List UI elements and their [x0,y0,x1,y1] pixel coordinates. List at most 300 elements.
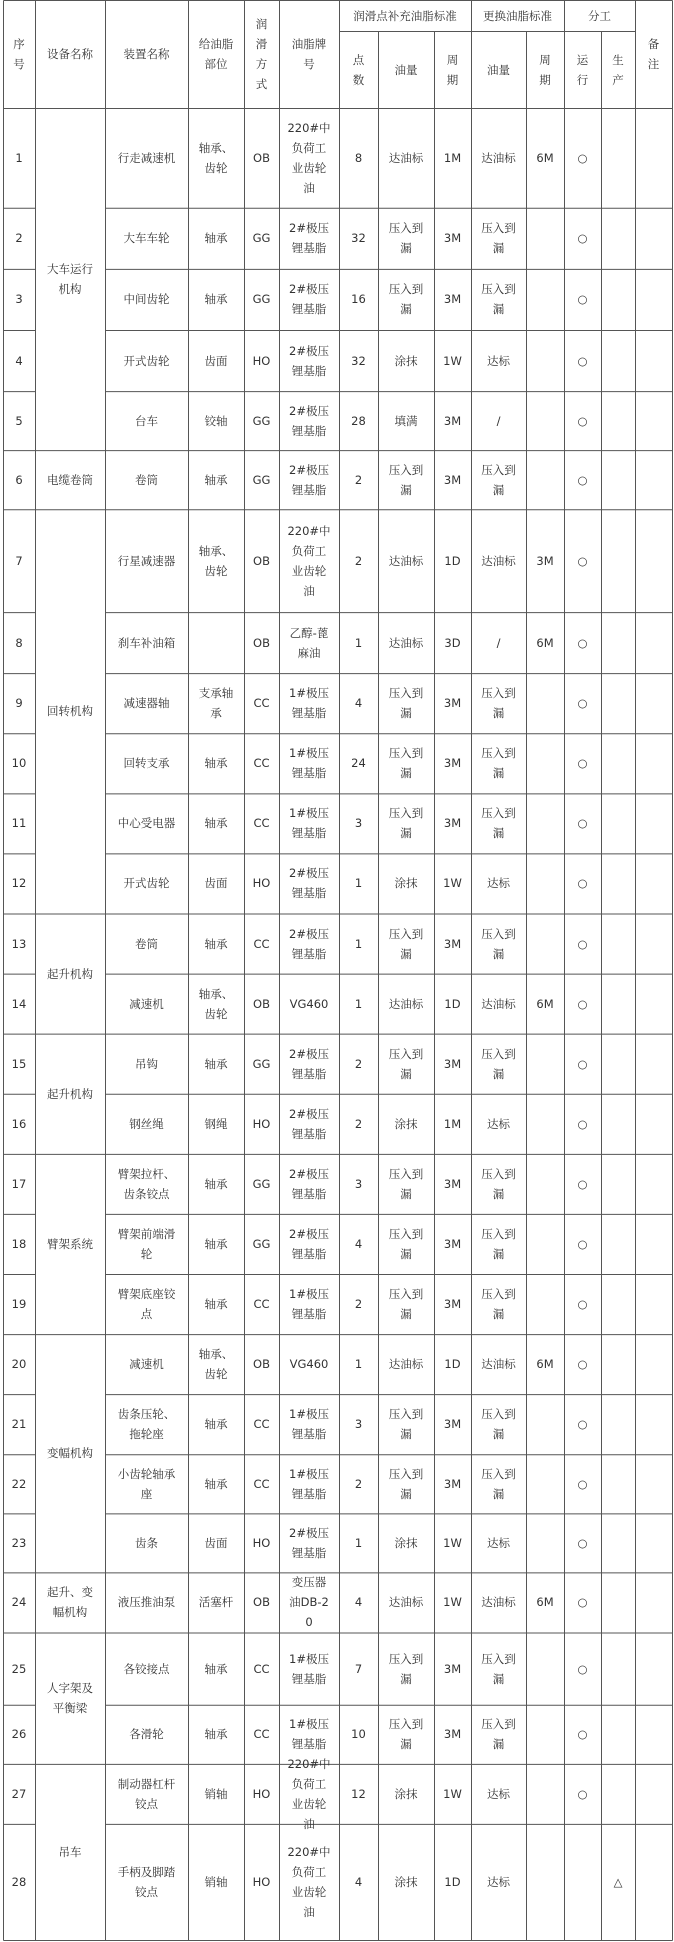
row-part-cell: 轴承、 齿轮 [198,543,234,578]
row-period-cell: 3M [443,1056,462,1071]
row-op-cell: ○ [577,635,588,650]
row-op-cell: ○ [577,413,588,428]
row-method-cell: CC [253,756,270,771]
row-prod-cell [601,733,635,793]
row-period-cell: 1M [443,150,462,165]
row-period-cell: 1D [444,996,461,1011]
row-r_period-cell: 6M [536,1357,554,1372]
row-amount-cell: 达油标 [388,553,424,568]
row-grade-cell: 1#极压 锂基脂 [289,1287,329,1322]
row-prod-cell [601,1094,635,1154]
row-r_period-cell: 6M [536,635,554,650]
row-prod-cell [601,673,635,733]
row-prod-cell [601,974,635,1034]
row-r_period-cell [526,1632,564,1704]
row-op-cell: ○ [577,1595,588,1610]
row-r_amount-cell: 达油标 [481,996,516,1011]
row-prod-cell [601,1394,635,1454]
row-op-cell: ○ [577,876,588,891]
row-grade-cell: VG460 [289,1357,329,1372]
row-r_period-cell [526,793,564,853]
row-part-cell: 轴承 [204,292,228,307]
row-points-cell: 1 [354,1535,363,1550]
row-device-cell: 钢丝绳 [129,1116,164,1131]
equipment-group-cell: 大车运行 机构 [47,262,93,297]
row-r_period-cell: 3M [536,553,554,568]
row-amount-cell: 压入到 漏 [388,1046,424,1081]
row-amount-cell: 涂抹 [394,876,418,891]
row-method-cell: GG [252,231,271,246]
row-grade-cell: 1#极压 锂基脂 [289,746,329,781]
row-method-cell: GG [252,472,271,487]
row-prod-cell [601,914,635,974]
row-method-cell: HO [252,1874,271,1889]
row-grade-cell: 2#极压 锂基脂 [289,1046,329,1081]
row-points-cell: 1 [354,1357,363,1372]
row-period-cell: 1D [444,553,461,568]
row-grade-cell: 1#极压 锂基脂 [289,1651,329,1686]
row-amount-cell: 压入到 漏 [388,1226,424,1261]
row-points-cell: 10 [351,1727,366,1742]
row-period-cell: 3M [443,1417,462,1432]
header-method: 润 滑 方 式 [255,17,268,91]
row-prod-cell [601,330,635,391]
row-period-cell: 1W [443,1535,462,1550]
row-method-cell: CC [253,1297,270,1312]
equipment-group-cell: 电缆卷筒 [47,472,93,487]
row-prod-cell [601,391,635,450]
row-amount-cell: 达油标 [388,150,424,165]
row-prod-cell [601,509,635,612]
row-prod-cell [601,1572,635,1632]
equipment-group-cell: 人字架及 平衡梁 [47,1681,93,1716]
row-op-cell: ○ [577,1661,588,1676]
row-part-cell: 支承轴 承 [198,686,234,721]
row-amount-cell: 压入到 漏 [388,462,424,497]
row-r_period-cell [526,1705,564,1764]
row-op-cell: ○ [577,472,588,487]
row-grade-cell: 2#极压 锂基脂 [289,1106,329,1141]
row-r_period-cell [526,208,564,269]
row-op-cell: ○ [577,696,588,711]
row-op-cell: ○ [577,1297,588,1312]
row-r_period-cell [526,1094,564,1154]
row-method-cell: OB [253,1357,270,1372]
row-grade-cell: 1#极压 锂基脂 [289,1466,329,1501]
row-amount-cell: 填满 [394,413,418,428]
row-amount-cell: 达油标 [388,1357,424,1372]
row-method-cell: HO [252,1116,271,1131]
row-r_amount-cell: 压入到 漏 [481,462,516,497]
row-device-cell: 臂架底座铰 点 [117,1287,176,1322]
row-r_amount-cell: 压入到 漏 [481,1466,516,1501]
header-remarks: 备 注 [647,37,660,71]
row-method-cell: CC [253,816,270,831]
row-points-cell: 4 [354,696,363,711]
row-grade-cell: 2#极压 锂基脂 [289,221,329,256]
row-prod-cell [601,208,635,269]
row-device-cell: 中心受电器 [117,816,176,831]
row-grade-cell: 2#极压 锂基脂 [289,926,329,961]
row-no-cell: 6 [15,472,23,487]
row-period-cell: 1D [444,1357,461,1372]
row-amount-cell: 压入到 漏 [388,806,424,841]
equipment-group-cell: 臂架系统 [47,1236,93,1251]
row-prod-cell [601,1632,635,1704]
row-points-cell: 1 [354,876,363,891]
row-r_amount-cell: 压入到 漏 [481,282,516,317]
row-method-cell: CC [253,1661,270,1676]
row-grade-cell: 220#中 负荷工 业齿轮 油 [287,120,331,195]
row-points-cell: 32 [351,353,366,368]
row-op-cell: ○ [577,1116,588,1131]
row-op-cell: ○ [577,292,588,307]
row-r_period-cell [526,914,564,974]
row-r_amount-cell: 达油标 [481,553,516,568]
row-method-cell: GG [252,292,271,307]
row-points-cell: 4 [354,1595,363,1610]
row-op-cell: ○ [577,1535,588,1550]
row-part-cell: 活塞杆 [198,1595,234,1610]
row-part-cell: 齿面 [204,353,228,368]
row-device-cell: 各滑轮 [129,1727,164,1742]
row-part-cell: 轴承、 齿轮 [198,140,234,175]
row-points-cell: 16 [351,292,366,307]
row-device-cell: 齿条压轮、 拖轮座 [117,1407,176,1442]
row-part-cell: 轴承 [204,1056,228,1071]
row-op-cell: ○ [577,1727,588,1742]
row-op-cell: ○ [577,816,588,831]
row-part-cell: 轴承 [204,756,228,771]
row-amount-cell: 压入到 漏 [388,746,424,781]
row-points-cell: 28 [351,413,366,428]
header-replace-group: 更换油脂标准 [483,8,552,23]
row-points-cell: 1 [354,936,363,951]
row-no-cell: 25 [11,1661,27,1676]
row-no-cell: 11 [11,816,27,831]
row-device-cell: 臂架前端滑 轮 [117,1226,176,1261]
header-operation: 运 行 [576,52,589,87]
row-r_period-cell [526,853,564,913]
row-no-cell: 17 [11,1176,27,1191]
row-part-cell: 齿面 [204,876,228,891]
row-amount-cell: 涂抹 [394,1874,418,1889]
row-part-cell: 销轴 [204,1786,228,1801]
row-r_period-cell [526,1034,564,1094]
row-prod-cell: △ [613,1874,623,1889]
row-points-cell: 2 [354,553,363,568]
row-grade-cell: 2#极压 锂基脂 [289,343,329,378]
header-part: 给油脂 部位 [198,37,234,71]
row-points-cell: 3 [354,1417,363,1432]
row-period-cell: 3M [443,936,462,951]
row-no-cell: 7 [15,553,23,568]
row-period-cell: 3M [443,1476,462,1491]
row-no-cell: 15 [11,1056,27,1071]
row-op-cell: ○ [577,1357,588,1372]
row-method-cell: OB [253,150,270,165]
row-r_period-cell [526,733,564,793]
row-method-cell: GG [252,1236,271,1251]
row-amount-cell: 涂抹 [394,1786,418,1801]
row-device-cell: 台车 [135,413,158,428]
row-r_amount-cell: 达油标 [481,1357,516,1372]
row-device-cell: 刹车补油箱 [117,635,176,650]
row-device-cell: 手柄及脚踏 铰点 [117,1864,176,1899]
header-production: 生 产 [612,52,624,87]
row-period-cell: 1W [443,353,462,368]
row-op-cell: ○ [577,150,588,165]
row-r_amount-cell: 达标 [487,353,510,368]
row-op-cell [564,1824,601,1940]
row-no-cell: 1 [15,150,23,165]
row-period-cell: 1W [443,1595,462,1610]
row-op-cell: ○ [577,996,588,1011]
row-no-cell: 5 [15,413,23,428]
row-points-cell: 8 [354,150,363,165]
row-part-cell: 轴承 [204,1236,228,1251]
row-prod-cell [601,1764,635,1824]
equipment-group-cell: 吊车 [58,1844,82,1859]
row-part-cell [188,612,244,673]
row-points-cell: 4 [354,1874,363,1889]
row-no-cell: 4 [15,353,23,368]
row-no-cell: 2 [15,231,23,246]
row-r_period-cell: 6M [536,1595,554,1610]
row-period-cell: 3M [443,231,462,246]
row-device-cell: 卷筒 [135,472,158,487]
row-no-cell: 23 [11,1535,27,1550]
row-points-cell: 2 [354,1297,363,1312]
header-grade: 油脂牌 号 [291,37,327,71]
row-r_period-cell [526,330,564,391]
row-amount-cell: 涂抹 [394,1116,418,1131]
row-points-cell: 32 [351,231,366,246]
row-period-cell: 3M [443,696,462,711]
equipment-group-cell: 起升、变 幅机构 [47,1585,93,1620]
row-method-cell: GG [252,1176,271,1191]
row-r_amount-cell: 压入到 漏 [481,1046,516,1081]
row-r_period-cell [526,1214,564,1274]
row-grade-cell: 2#极压 锂基脂 [289,866,329,901]
row-r_amount-cell: 达油标 [481,150,516,165]
row-amount-cell: 达油标 [388,996,424,1011]
row-grade-cell: 2#极压 锂基脂 [289,282,329,317]
row-period-cell: 3M [443,413,462,428]
row-method-cell: OB [253,1595,270,1610]
row-r_period-cell [526,269,564,330]
row-grade-cell: 1#极压 锂基脂 [289,686,329,721]
row-part-cell: 轴承 [204,1727,228,1742]
row-device-cell: 各铰接点 [123,1661,170,1676]
row-part-cell: 轴承、 齿轮 [198,986,234,1021]
row-r_amount-cell: / [496,413,501,428]
header-points: 点 数 [352,52,365,87]
row-part-cell: 轴承 [204,1297,228,1312]
row-device-cell: 减速机 [129,996,164,1011]
row-amount-cell: 压入到 漏 [388,1651,424,1686]
row-grade-cell: 2#极压 锂基脂 [289,462,329,497]
row-no-cell: 20 [11,1357,27,1372]
row-prod-cell [601,1214,635,1274]
row-device-cell: 回转支承 [123,756,170,771]
row-amount-cell: 涂抹 [394,353,418,368]
row-device-cell: 卷筒 [135,936,158,951]
row-grade-cell: 2#极压 锂基脂 [289,1226,329,1261]
row-points-cell: 24 [351,756,366,771]
header-seq: 序 号 [13,37,25,71]
row-period-cell: 3M [443,1297,462,1312]
row-r_amount-cell: 压入到 漏 [481,1717,516,1752]
row-op-cell: ○ [577,1176,588,1191]
row-points-cell: 7 [354,1661,363,1676]
row-r_period-cell [526,1513,564,1572]
row-device-cell: 臂架拉杆、 齿条铰点 [117,1166,176,1201]
row-part-cell: 轴承 [204,816,228,831]
row-part-cell: 轴承 [204,1661,228,1676]
row-period-cell: 3M [443,1727,462,1742]
row-period-cell: 3M [443,756,462,771]
equipment-group-cell: 变幅机构 [47,1446,93,1461]
equipment-group-cell: 回转机构 [47,704,93,719]
row-prod-cell [601,1334,635,1394]
row-method-cell: GG [252,413,271,428]
row-r_amount-cell: 达标 [487,1786,510,1801]
row-method-cell: GG [252,1056,271,1071]
row-no-cell: 26 [11,1727,27,1742]
row-period-cell: 1M [443,1116,462,1131]
row-r_amount-cell: 达标 [487,1535,510,1550]
row-r_period-cell [526,391,564,450]
row-method-cell: HO [252,1535,271,1550]
row-no-cell: 21 [11,1417,27,1432]
row-no-cell: 14 [11,996,27,1011]
row-prod-cell [601,1154,635,1214]
header-refill-period: 周 期 [446,52,459,87]
row-r_amount-cell: 达标 [487,1874,510,1889]
row-part-cell: 轴承 [204,472,228,487]
row-grade-cell: 2#极压 锂基脂 [289,1525,329,1560]
row-op-cell: ○ [577,1236,588,1251]
row-no-cell: 27 [11,1786,27,1801]
row-op-cell: ○ [577,231,588,246]
row-op-cell: ○ [577,936,588,951]
row-method-cell: HO [252,876,271,891]
row-part-cell: 轴承 [204,1417,228,1432]
row-amount-cell: 压入到 漏 [388,1287,424,1322]
row-r_period-cell [526,1454,564,1513]
row-op-cell: ○ [577,756,588,771]
row-r_period-cell [526,1394,564,1454]
row-no-cell: 10 [11,756,27,771]
row-period-cell: 3M [443,292,462,307]
row-op-cell: ○ [577,1056,588,1071]
header-device: 装置名称 [123,47,170,61]
row-prod-cell [601,1454,635,1513]
row-period-cell: 3M [443,1236,462,1251]
row-r_amount-cell: 压入到 漏 [481,1166,516,1201]
row-r_amount-cell: 压入到 漏 [481,1407,516,1442]
row-no-cell: 3 [15,292,23,307]
row-r_amount-cell: 压入到 漏 [481,221,516,256]
row-amount-cell: 压入到 漏 [388,282,424,317]
header-division-group: 分工 [588,8,611,23]
lubrication-table [3,0,673,1941]
row-op-cell: ○ [577,1417,588,1432]
row-device-cell: 减速机 [129,1357,164,1372]
row-amount-cell: 压入到 漏 [388,221,424,256]
row-prod-cell [601,612,635,673]
row-part-cell: 轴承、 齿轮 [198,1347,234,1382]
row-method-cell: HO [252,1786,271,1801]
row-device-cell: 中间齿轮 [123,292,170,307]
row-points-cell: 2 [354,1476,363,1491]
row-amount-cell: 压入到 漏 [388,686,424,721]
row-grade-cell: 1#极压 锂基脂 [289,1717,329,1752]
row-no-cell: 19 [11,1297,27,1312]
row-part-cell: 轴承 [204,231,228,246]
row-r_period-cell [526,1154,564,1214]
row-no-cell: 9 [15,696,23,711]
row-part-cell: 铰轴 [204,413,228,428]
header-equipment: 设备名称 [47,47,93,61]
row-prod-cell [601,1513,635,1572]
header-replace-period: 周 期 [539,52,551,87]
row-device-cell: 行走减速机 [117,150,176,165]
row-prod-cell [601,793,635,853]
row-period-cell: 1D [444,1874,461,1889]
row-amount-cell: 压入到 漏 [388,926,424,961]
row-r_period-cell [526,450,564,509]
header-refill-group: 润滑点补充油脂标准 [353,8,457,23]
row-prod-cell [601,1034,635,1094]
row-amount-cell: 压入到 漏 [388,1466,424,1501]
row-r_period-cell [526,1274,564,1334]
row-prod-cell [601,853,635,913]
row-points-cell: 1 [354,635,363,650]
row-prod-cell [601,269,635,330]
row-device-cell: 开式齿轮 [123,353,170,368]
row-grade-cell: 220#中 负荷工 业齿轮 油 [287,1844,331,1919]
row-amount-cell: 涂抹 [394,1535,418,1550]
row-op-cell: ○ [577,553,588,568]
row-device-cell: 大车车轮 [123,231,170,246]
row-grade-cell: VG460 [289,996,329,1011]
row-points-cell: 1 [354,996,363,1011]
row-device-cell: 液压推油泵 [117,1595,176,1610]
row-prod-cell [601,1274,635,1334]
row-device-cell: 齿条 [135,1535,158,1550]
row-points-cell: 2 [354,1056,363,1071]
row-method-cell: CC [253,696,270,711]
row-r_period-cell: 6M [536,996,554,1011]
equipment-group-cell: 起升机构 [47,1086,93,1101]
row-no-cell: 24 [11,1595,27,1610]
row-r_amount-cell: 压入到 漏 [481,926,516,961]
row-points-cell: 12 [351,1786,366,1801]
row-amount-cell: 压入到 漏 [388,1166,424,1201]
row-r_period-cell [526,1824,564,1940]
row-part-cell: 轴承 [204,1476,228,1491]
row-grade-cell: 1#极压 锂基脂 [289,806,329,841]
row-r_period-cell [526,673,564,733]
row-grade-cell: 1#极压 锂基脂 [289,1407,329,1442]
header-replace-amount: 油量 [487,62,510,77]
equipment-group-cell: 起升机构 [47,966,93,981]
row-r_amount-cell: 达标 [487,876,510,891]
row-grade-cell: 2#极压 锂基脂 [289,1166,329,1201]
row-method-cell: CC [253,936,270,951]
